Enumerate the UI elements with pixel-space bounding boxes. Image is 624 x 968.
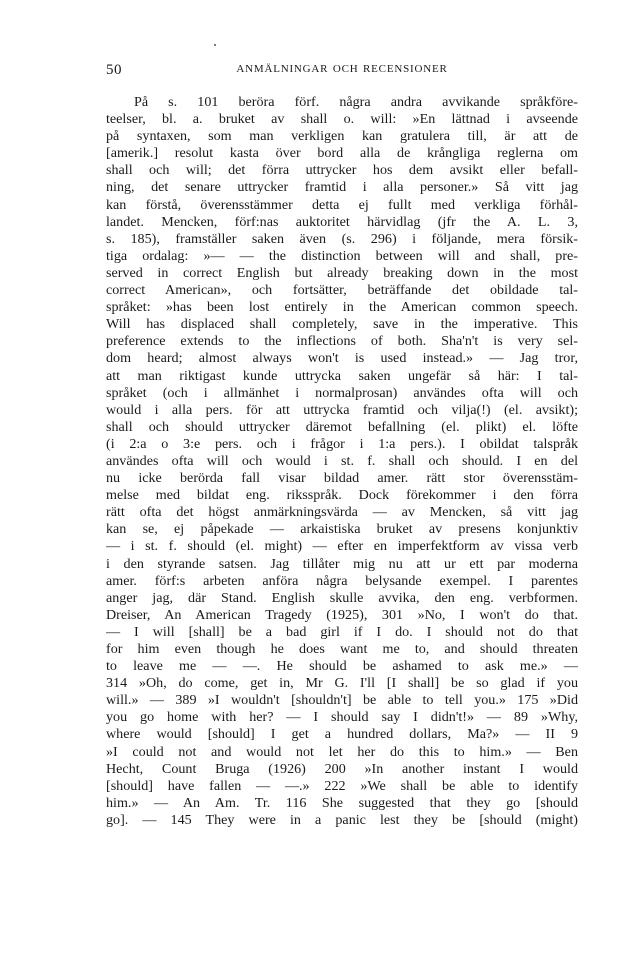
text-line: [should] have fallen — —.» 222 »We shall be able to identify: [106, 777, 578, 794]
print-speck: [214, 44, 216, 46]
text-line: amer. förf:s arbeten anföra några belysande exempel. I parentes: [106, 572, 578, 589]
text-line: i den styrande satsen. Jag tillåter mig nu att ur ett par moderna: [106, 555, 578, 572]
text-line: dom heard; almost always won't is used instead.» — Jag tror,: [106, 350, 578, 367]
text-line: for him even though he does want me to, and should threaten: [106, 641, 578, 657]
text-line: på syntaxen, som man verkligen kan gratulera till, är att de: [106, 128, 578, 145]
text-line: kan förstå, överensstämmer detta ej fullt med verkliga förhål-: [106, 196, 578, 213]
text-line: Dreiser, An American Tragedy (1925), 301 »No, I won't do that.: [106, 606, 578, 623]
text-line: shall och should uttrycker däremot befallning (el. plikt) el. löfte: [106, 418, 578, 435]
text-line: språket: »has been lost entirely in the American common speech.: [106, 299, 578, 316]
text-line: »I could not and would not let her do this to him.» — Ben: [106, 743, 578, 760]
text-line: where would [should] I get a hundred dollars, Ma?» — II 9: [106, 726, 578, 743]
text-line: På s. 101 beröra förf. några andra avvikande språkföre-: [134, 94, 578, 110]
page-number: 50: [106, 62, 122, 78]
text-line: to leave me — —. He should be ashamed to ask me.» —: [106, 658, 578, 675]
text-line: melse med bildat eng. riksspråk. Dock förekommer i den förra: [106, 487, 578, 504]
text-line: tiga ordalag: »— — the distinction between will and shall, pre-: [106, 247, 578, 264]
page-header: [106, 62, 578, 82]
text-line: — I will [shall] be a bad girl if I do. I should not do that: [106, 623, 578, 640]
text-line: correct American», och fortsätter, beträffande det obildade tal-: [106, 282, 578, 299]
text-line: kan se, ej påpekade — arkaistiska bruket av presens konjunktiv: [106, 521, 578, 538]
text-line: s. 185), framställer saken även (s. 296) i följande, mera försik-: [106, 230, 578, 247]
text-line: landet. Mencken, förf:nas auktoritet härvidlag (jfr the A. L. 3,: [106, 213, 578, 230]
body-text: [106, 94, 578, 829]
text-line: teelser, bl. a. bruket av shall o. will: »En lättnad i avseende: [106, 111, 578, 128]
text-line: preference extends to the inflections of both. Sha'n't is very sel-: [106, 333, 578, 350]
text-line: shall och will; det förra uttrycker hos dem avsikt eller befall-: [106, 162, 578, 179]
text-line: you go home with her? — I should say I didn't!» — 89 »Why,: [106, 709, 578, 726]
text-line: served in correct English but already breaking down in the most: [106, 264, 578, 281]
text-line: språket (och i allmänhet i normalprosan) användes ofta will och: [106, 384, 578, 401]
text-line: anger jag, där Stand. English skulle avvika, den eng. verbformen.: [106, 589, 578, 606]
text-line: rätt ofta det högst anmärkningsvärda — av Mencken, så vitt jag: [106, 504, 578, 521]
text-line: go]. — 145 They were in a panic lest they be [should (might): [106, 811, 578, 828]
text-line: Hecht, Count Bruga (1926) 200 »In another instant I would: [106, 760, 578, 777]
text-line: [amerik.] resolut kasta över bord alla de krångliga reglerna om: [106, 145, 578, 162]
text-line: would i alla pers. för att uttrycka framtid och vilja(!) (el. avsikt);: [106, 401, 578, 418]
text-line: ning, det senare uttrycker framtid i alla personer.» Så vitt jag: [106, 179, 578, 196]
text-line: him.» — An Am. Tr. 116 She suggested that they go [should: [106, 794, 578, 811]
text-line: (i 2:a o 3:e pers. och i frågor i 1:a pers.). I obildat talspråk: [106, 435, 578, 452]
text-line: — i st. f. should (el. might) — efter en imperfektform av vissa verb: [106, 538, 578, 555]
running-head: ANMÄLNINGAR OCH RECENSIONER: [236, 63, 448, 75]
text-line: will.» — 389 »I wouldn't [shouldn't] be able to tell you.» 175 »Did: [106, 692, 578, 709]
text-line: 314 »Oh, do come, get in, Mr G. I'll [I shall] be so glad if you: [106, 675, 578, 692]
text-line: nu icke berörda fall visar bildad amer. rätt stor överensstäm-: [106, 470, 578, 487]
text-line: att man riktigast kunde uttrycka saken ungefär så här: I tal-: [106, 367, 578, 384]
text-line: Will has displaced shall completely, save in the imperative. This: [106, 316, 578, 333]
text-line: användes ofta will och would i st. f. shall och should. I en del: [106, 452, 578, 469]
